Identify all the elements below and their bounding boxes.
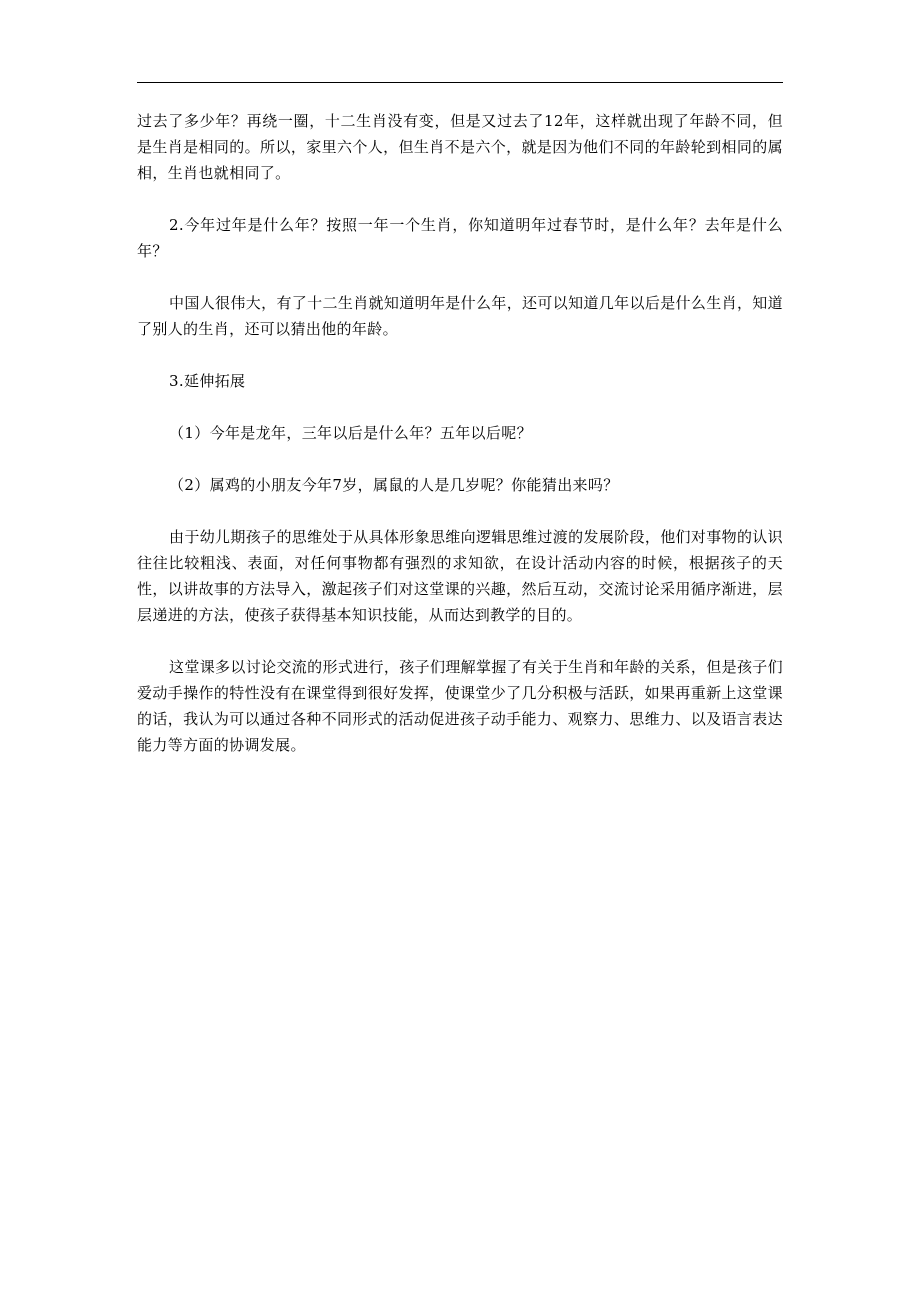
paragraph-design-rationale: 由于幼儿期孩子的思维处于从具体形象思维向逻辑思维过渡的发展阶段，他们对事物的认识往往比较粗浅、表面，对任何事物都有强烈的求知欲，在设计活动内容的时候，根据孩子的天性，以讲故事的方法导入，激起孩子们对这堂课的兴趣，然后互动，交流讨论采用循序渐进，层层递进的方法，使孩子获得基本知识技能，从而达到教学的目的。 (137, 528, 784, 624)
paragraph-extension-item-2: （2）属鸡的小朋友今年7岁，属鼠的人是几岁呢？你能猜出来吗？ (169, 476, 619, 494)
paragraph-question-2: 2.今年过年是什么年？按照一年一个生肖，你知道明年过春节时，是什么年？去年是什么年？ (137, 216, 783, 260)
document-body (137, 108, 783, 758)
paragraph-continuation: 过去了多少年？再绕一圈，十二生肖没有变，但是又过去了12年，这样就出现了年龄不同，但是生肖是相同的。所以，家里六个人，但生肖不是六个，就是因为他们不同的年龄轮到相同的属相，生肖也就相同了。 (137, 112, 783, 182)
header-rule (137, 82, 783, 83)
paragraph-extension-item-1: （1）今年是龙年，三年以后是什么年？五年以后呢？ (169, 424, 532, 442)
paragraph-zodiac-summary: 中国人很伟大，有了十二生肖就知道明年是什么年，还可以知道几年以后是什么生肖，知道了别人的生肖，还可以猜出他的年龄。 (137, 294, 784, 338)
paragraph-reflection: 这堂课多以讨论交流的形式进行，孩子们理解掌握了有关于生肖和年龄的关系，但是孩子们爱动手操作的特性没有在课堂得到很好发挥，使课堂少了几分积极与活跃，如果再重新上这堂课的话，我认为可以通过各种不同形式的活动促进孩子动手能力、观察力、思维力、以及语言表达能力等方面的协调发展。 (137, 658, 784, 754)
paragraph-extension-heading: 3.延伸拓展 (169, 372, 246, 390)
